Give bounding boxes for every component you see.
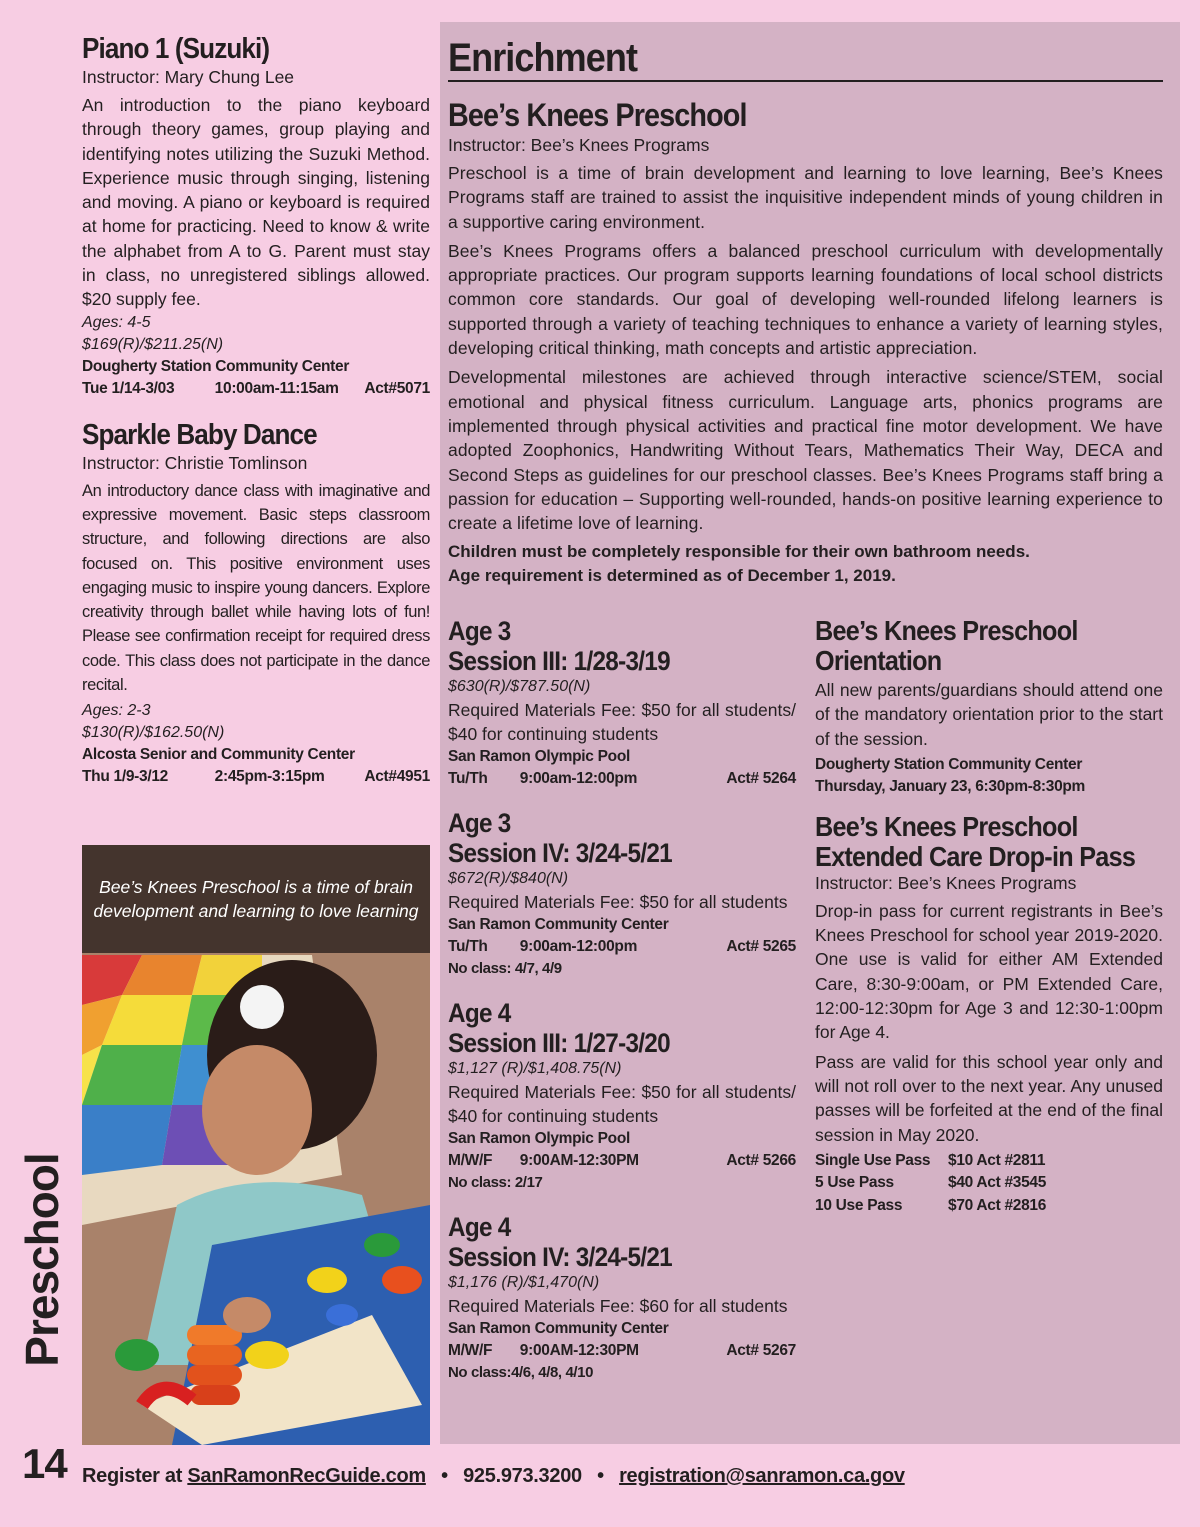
class-title: Bee’s Knees Preschool [448,97,747,133]
description-para-1: Preschool is a time of brain development and learning to love learning, Bee’s Knees Programs staff are trained to assist the inquisitive independent minds of young children in a supportive caring environment. [448,163,1163,232]
extended-title-line-2: Extended Care Drop-in Pass [815,840,1136,872]
session-location: San Ramon Community Center [448,1320,669,1337]
class-description: An introductory dance class with imaginative and expressive movement. Basic steps classroom structure, and following directions are also focused on. This positive environment uses engaging music to inspire young dancers. Explore creativity through ballet while having lots of fun! Please see confirmation receipt for required dress code. This class does not participate in the dance recital. [82,481,430,695]
orientation-description: All new parents/guardians should attend one of the mandatory orientation prior to the start of the session. [815,680,1163,749]
pass-name: Single Use Pass [815,1151,931,1169]
session-location: San Ramon Olympic Pool [448,748,631,765]
class-days: Thu 1/9-3/12 [82,768,168,786]
session-schedule [448,768,796,790]
class-time: 10:00am-11:15am [214,379,339,397]
class-days: Tue 1/14-3/03 [82,379,175,397]
pass-row [815,1150,1163,1173]
session-noclass: No class: 2/17 [448,1174,543,1191]
session-list [448,616,796,1402]
session-days: Tu/Th [448,770,488,787]
bullet-separator: • [441,1465,448,1487]
session-price: $630(R)/$787.50(N) [448,678,591,695]
class-description: An introduction to the piano keyboard through theory games, group playing and identifying notes utilizing the Suzuki Method. Experience music through singing, listening and moving. A piano or keyboard is required at home for practicing. Need to know & write the alphabet from A to G. Parent must stay in class, no unregistered siblings allowed. $20 supply fee. [82,95,430,310]
session-materials: Required Materials Fee: $50 for all students/ $40 for continuing students [448,1082,796,1126]
section-heading [448,36,1163,82]
class-ages: Ages: 2-3 [82,702,151,720]
orientation-title-line-2: Orientation [815,645,942,676]
class-schedule [82,766,430,788]
extended-para-1: Drop-in pass for current registrants in Bee’s Knees Preschool for school year 2019-2020. One use is valid for either AM Extended Care, 8:30-9:00am, or PM Extended Care, 12:00-12:30pm for Age 3 and 12:30-1:00pm for Age 4. [815,900,1163,1043]
class-schedule [82,378,430,400]
orientation-location: Dougherty Station Community Center [815,755,1083,773]
session-act: Act# 5265 [726,938,796,955]
photo-caption: Bee’s Knees Preschool is a time of brain development and learning to love learning [82,845,430,953]
description-para-2: Bee’s Knees Programs offers a balanced preschool curriculum with developmentally appropriate practices. Our program supports learning foundations of local school districts common core standards. Our goal of developing well-rounded lifelong learners is supported through a variety of teaching techniques to enhance a variety of learning styles, developing critical thinking, math concepts and artistic appreciation. [448,240,1163,359]
footer [82,1465,905,1488]
right-subcolumn [815,616,1163,1217]
session-act: Act# 5266 [726,1152,796,1169]
class-price: $169(R)/$211.25(N) [82,335,224,353]
pass-list [815,1150,1163,1218]
extended-instructor: Instructor: Bee’s Knees Programs [815,872,1077,893]
enrichment-panel [440,22,1180,1444]
session-time: 9:00AM-12:30PM [519,1152,639,1169]
sparkle-class [82,418,430,789]
pass-price: $40 Act #3545 [948,1174,1047,1192]
session-days: Tu/Th [448,938,488,955]
website-link[interactable]: SanRamonRecGuide.com [187,1465,426,1487]
bullet-separator: • [597,1465,604,1487]
class-title: Piano 1 (Suzuki) [82,33,270,65]
class-time: 2:45pm-3:15pm [214,768,325,786]
session-schedule [448,936,796,958]
class-price: $130(R)/$162.50(N) [82,724,225,742]
pass-row [815,1172,1163,1195]
section-side-tab [12,1140,72,1380]
class-title: Sparkle Baby Dance [82,418,317,451]
age-requirement-note: Age requirement is determined as of December 1, 2019. [448,566,896,586]
phone-number: 925.973.3200 [463,1465,582,1487]
section-heading-text: Enrichment [448,36,638,80]
class-instructor: Instructor: Bee’s Knees Programs [448,135,710,155]
session-days: M/W/F [448,1152,493,1169]
extended-care-block [815,812,1163,1217]
session-time: 9:00am-12:00pm [519,770,638,787]
class-ages: Ages: 4-5 [82,313,151,331]
session-noclass: No class:4/6, 4/8, 4/10 [448,1364,594,1381]
session-block [448,998,796,1194]
session-schedule [448,1150,796,1172]
class-location: Dougherty Station Community Center [82,357,350,375]
session-schedule [448,1340,796,1362]
session-noclass: No class: 4/7, 4/9 [448,960,562,977]
session-dates: Session III: 1/27-3/20 [448,1028,670,1058]
session-location: San Ramon Community Center [448,916,669,933]
left-column [82,32,430,788]
session-dates: Session III: 1/28-3/19 [448,646,670,676]
session-age: Age 3 [448,808,511,838]
session-price: $672(R)/$840(N) [448,870,569,887]
session-price: $1,127 (R)/$1,408.75(N) [448,1060,622,1077]
session-age: Age 3 [448,616,511,646]
class-instructor: Instructor: Mary Chung Lee [82,67,295,87]
session-price: $1,176 (R)/$1,470(N) [448,1274,600,1291]
orientation-title-line-1: Bee’s Knees Preschool [815,615,1078,646]
session-materials: Required Materials Fee: $50 for all students [448,892,788,912]
pass-price: $70 Act #2816 [948,1196,1047,1214]
class-act: Act#4951 [364,768,430,786]
pass-row [815,1195,1163,1218]
orientation-when: Thursday, January 23, 6:30pm-8:30pm [815,777,1086,795]
session-act: Act# 5267 [726,1342,796,1359]
class-location: Alcosta Senior and Community Center [82,746,355,764]
session-dates: Session IV: 3/24-5/21 [448,838,672,868]
description-para-3: Developmental milestones are achieved through interactive science/STEM, social emotional and physical fitness curriculum. Language arts, phonics programs are implemented through physical activities and practical fine motor development. We have adopted Zoophonics, Handwriting Without Tears, Mathematics Their Way, DECA and Second Steps as guidelines for our preschool classes. Bee’s Knees Programs staff bring a passion for education – Supporting well-rounded, hands-on positive learning experience to create a lifetime love of learning. [448,367,1163,534]
session-time: 9:00am-12:00pm [519,938,638,955]
pass-name: 5 Use Pass [815,1174,894,1192]
class-act: Act#5071 [364,379,430,397]
page-number: 14 [22,1440,67,1487]
session-act: Act# 5264 [726,770,796,787]
class-instructor: Instructor: Christie Tomlinson [82,452,308,473]
extended-para-2: Pass are valid for this school year only and will not roll over to the next year. Any unused passes will be forfeited at the end of the final session in May 2020. [815,1051,1163,1145]
bees-knees-overview [448,96,1163,588]
register-label: Register at [82,1465,183,1487]
piano-class [82,32,430,400]
session-materials: Required Materials Fee: $50 for all students/ $40 for continuing students [448,700,796,744]
orientation-block [815,616,1163,798]
session-materials: Required Materials Fee: $60 for all students [448,1296,788,1316]
session-location: San Ramon Olympic Pool [448,1130,631,1147]
session-block [448,616,796,790]
section-label: Preschool [16,1153,68,1367]
session-time: 9:00AM-12:30PM [519,1342,639,1359]
bathroom-note: Children must be completely responsible for their own bathroom needs. [448,542,1030,562]
session-block [448,808,796,980]
email-link[interactable]: registration@sanramon.ca.gov [619,1465,905,1487]
pass-price: $10 Act #2811 [948,1151,1046,1169]
session-block [448,1212,796,1384]
session-age: Age 4 [448,998,511,1028]
session-days: M/W/F [448,1342,493,1359]
session-dates: Session IV: 3/24-5/21 [448,1242,672,1272]
pass-name: 10 Use Pass [815,1196,903,1214]
preschool-photo [82,845,430,1445]
extended-title-line-1: Bee’s Knees Preschool [815,810,1078,842]
session-age: Age 4 [448,1212,511,1242]
